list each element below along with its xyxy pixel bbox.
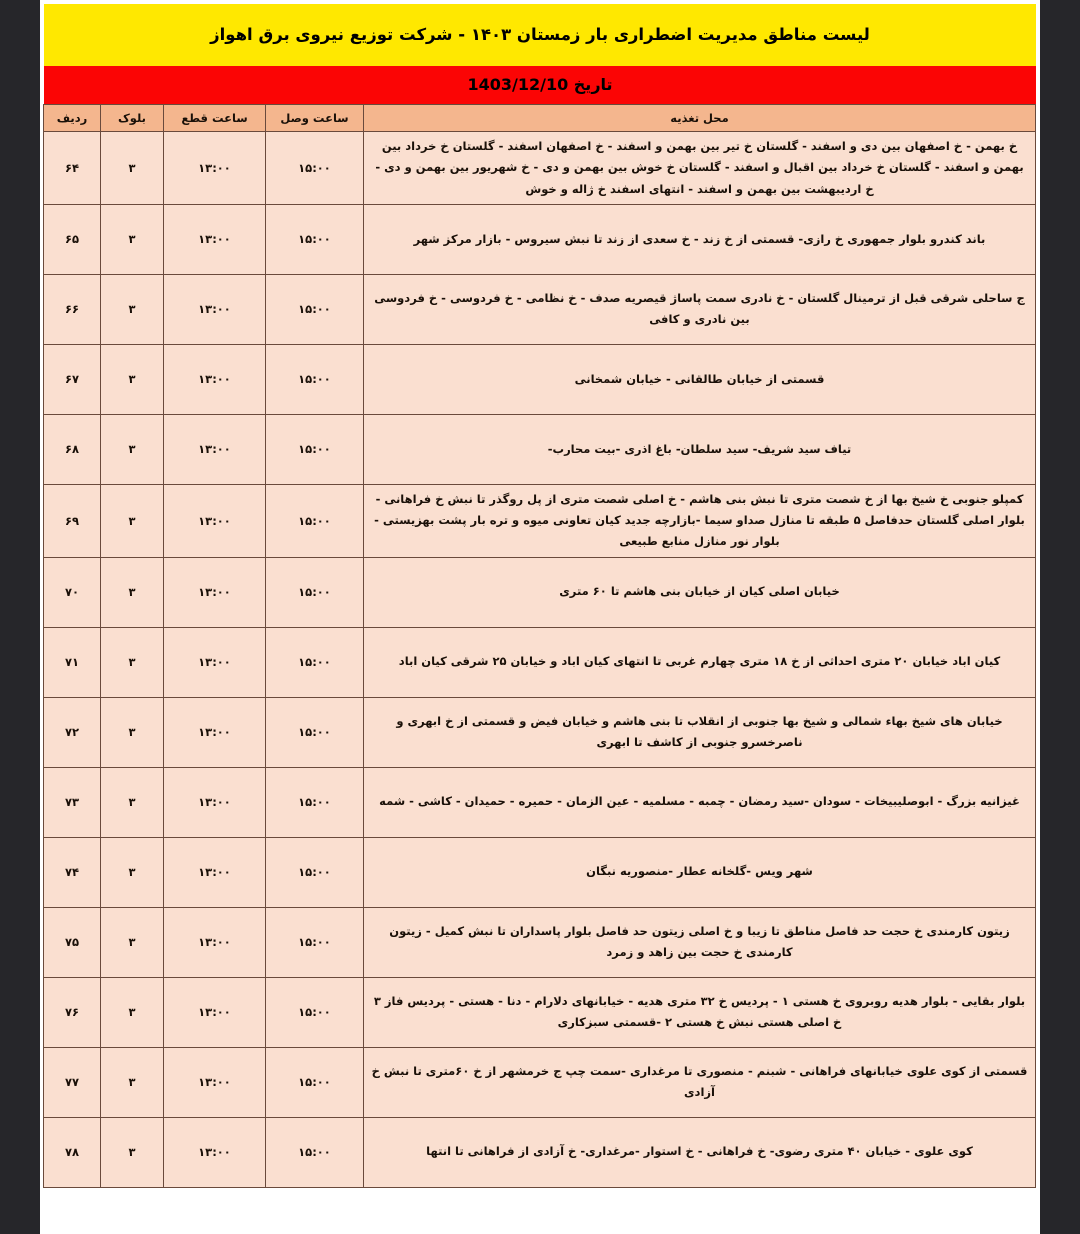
cell-area: ج ساحلی شرقی قبل از ترمینال گلستان - خ نادری سمت پاساژ قیصریه صدف - خ نظامی - خ فردوسی - خ فردوسی بین نادری و کافی <box>364 274 1036 344</box>
cell-block: ۳ <box>101 204 164 274</box>
column-header-restore-time: ساعت وصل <box>266 105 364 132</box>
cell-area: خیابان های شیخ بهاء شمالی و شیخ بها جنوبی از انقلاب تا بنی هاشم و خیابان فیض و قسمتی از خ ابهری و ناصرخسرو جنوبی از کاشف تا ابهری <box>364 697 1036 767</box>
table-header-row <box>44 105 1036 132</box>
cell-index: ۷۷ <box>44 1047 101 1117</box>
cell-index: ۶۹ <box>44 484 101 557</box>
table-row <box>44 414 1036 484</box>
cell-restore-time: ۱۵:۰۰ <box>266 414 364 484</box>
cell-restore-time: ۱۵:۰۰ <box>266 1117 364 1187</box>
cell-restore-time: ۱۵:۰۰ <box>266 907 364 977</box>
cell-outage-time: ۱۳:۰۰ <box>164 767 266 837</box>
table-row <box>44 697 1036 767</box>
column-header-outage-time: ساعت قطع <box>164 105 266 132</box>
cell-outage-time: ۱۳:۰۰ <box>164 977 266 1047</box>
cell-outage-time: ۱۳:۰۰ <box>164 274 266 344</box>
cell-area: کمپلو جنوبی خ شیخ بها از خ شصت متری تا نبش بنی هاشم - خ اصلی شصت متری از پل روگذر تا نبش خ فراهانی - بلوار اصلی گلستان حدفاصل ۵ طبقه تا منازل صداو سیما -بازارچه جدید کیان تعاونی میوه و تره بار پشت بهزیستی - بلوار نور منازل منابع طبیعی <box>364 484 1036 557</box>
table-row <box>44 907 1036 977</box>
cell-index: ۷۱ <box>44 627 101 697</box>
table-header <box>44 105 1036 132</box>
cell-index: ۷۳ <box>44 767 101 837</box>
cell-outage-time: ۱۳:۰۰ <box>164 627 266 697</box>
cell-area: قسمتی از کوی علوی خیابانهای فراهانی - شبنم - منصوری تا مرغداری -سمت چپ ج خرمشهر از خ ۶۰متری تا نبش خ آزادی <box>364 1047 1036 1117</box>
cell-area: غیزانیه بزرگ - ابوصلیبیخات - سودان -سید رمضان - چمبه - مسلمیه - عین الزمان - حمیره - حمیدان - کاشی - شمه <box>364 767 1036 837</box>
cell-outage-time: ۱۳:۰۰ <box>164 697 266 767</box>
table-row <box>44 557 1036 627</box>
table-row <box>44 1047 1036 1117</box>
cell-block: ۳ <box>101 907 164 977</box>
cell-restore-time: ۱۵:۰۰ <box>266 204 364 274</box>
cell-block: ۳ <box>101 977 164 1047</box>
table-row <box>44 767 1036 837</box>
table-row <box>44 627 1036 697</box>
cell-index: ۷۰ <box>44 557 101 627</box>
cell-outage-time: ۱۳:۰۰ <box>164 344 266 414</box>
cell-area: بلوار بقایی - بلوار هدیه روبروی خ هستی ۱ - پردیس خ ۳۲ متری هدیه - خیابانهای دلارام - دنا - هستی - پردیس فاز ۳ خ اصلی هستی نبش خ هستی ۲ -قسمتی سبزکاری <box>364 977 1036 1047</box>
cell-restore-time: ۱۵:۰۰ <box>266 274 364 344</box>
cell-outage-time: ۱۳:۰۰ <box>164 1117 266 1187</box>
cell-area: زیتون کارمندی خ حجت حد فاصل مناطق تا زیبا و خ اصلی زیتون حد فاصل بلوار پاسداران تا نبش کمیل - زیتون کارمندی خ حجت بین زاهد و زمرد <box>364 907 1036 977</box>
cell-block: ۳ <box>101 627 164 697</box>
cell-block: ۳ <box>101 837 164 907</box>
table-row <box>44 274 1036 344</box>
cell-index: ۷۵ <box>44 907 101 977</box>
cell-area: تیاف سید شریف- سید سلطان- باغ اذری -بیت محارب- <box>364 414 1036 484</box>
outage-schedule-table <box>43 104 1036 1188</box>
cell-restore-time: ۱۵:۰۰ <box>266 627 364 697</box>
cell-block: ۳ <box>101 344 164 414</box>
cell-outage-time: ۱۳:۰۰ <box>164 557 266 627</box>
cell-area: خ بهمن - خ اصفهان بین دی و اسفند - گلستان خ تیر بین بهمن و اسفند - خ اصفهان اسفند - گلستان خ خرداد بین بهمن و اسفند - گلستان خ خرداد بین اقبال و اسفند - گلستان خ خوش بین بهمن و دی - خ شهریور بین بهمن و دی - خ اردیبهشت بین بهمن و اسفند - انتهای اسفند خ ژاله و خوش <box>364 132 1036 205</box>
cell-restore-time: ۱۵:۰۰ <box>266 484 364 557</box>
cell-area: باند کندرو بلوار جمهوری خ رازی- قسمتی از خ زند - خ سعدی از زند تا نبش سیروس - بازار مرکز شهر <box>364 204 1036 274</box>
cell-restore-time: ۱۵:۰۰ <box>266 132 364 205</box>
cell-outage-time: ۱۳:۰۰ <box>164 837 266 907</box>
table-row <box>44 344 1036 414</box>
cell-outage-time: ۱۳:۰۰ <box>164 132 266 205</box>
table-row <box>44 1117 1036 1187</box>
cell-outage-time: ۱۳:۰۰ <box>164 204 266 274</box>
outage-schedule-document <box>44 4 1036 1188</box>
cell-block: ۳ <box>101 484 164 557</box>
cell-index: ۶۴ <box>44 132 101 205</box>
cell-area: خیابان اصلی کیان از خیابان بنی هاشم تا ۶۰ متری <box>364 557 1036 627</box>
cell-index: ۷۲ <box>44 697 101 767</box>
table-row <box>44 132 1036 205</box>
document-paper <box>40 0 1040 1234</box>
table-row <box>44 204 1036 274</box>
cell-block: ۳ <box>101 274 164 344</box>
cell-restore-time: ۱۵:۰۰ <box>266 977 364 1047</box>
cell-index: ۷۸ <box>44 1117 101 1187</box>
cell-restore-time: ۱۵:۰۰ <box>266 1047 364 1117</box>
cell-block: ۳ <box>101 1117 164 1187</box>
cell-block: ۳ <box>101 557 164 627</box>
cell-outage-time: ۱۳:۰۰ <box>164 907 266 977</box>
cell-index: ۷۴ <box>44 837 101 907</box>
table-body <box>44 132 1036 1188</box>
cell-index: ۶۵ <box>44 204 101 274</box>
cell-index: ۷۶ <box>44 977 101 1047</box>
document-title-banner: لیست مناطق مدیریت اضطراری بار زمستان ۱۴۰۳ - شرکت توزیع نیروی برق اهواز <box>44 4 1036 66</box>
column-header-block: بلوک <box>101 105 164 132</box>
cell-block: ۳ <box>101 697 164 767</box>
cell-block: ۳ <box>101 414 164 484</box>
document-date-banner: تاریخ 1403/12/10 <box>44 66 1036 104</box>
cell-index: ۶۸ <box>44 414 101 484</box>
cell-outage-time: ۱۳:۰۰ <box>164 484 266 557</box>
cell-block: ۳ <box>101 132 164 205</box>
cell-block: ۳ <box>101 767 164 837</box>
cell-outage-time: ۱۳:۰۰ <box>164 414 266 484</box>
cell-area: کوی علوی - خیابان ۴۰ متری رضوی- خ فراهانی - خ استوار -مرغداری- خ آزادی از فراهانی تا انتها <box>364 1117 1036 1187</box>
cell-restore-time: ۱۵:۰۰ <box>266 837 364 907</box>
cell-restore-time: ۱۵:۰۰ <box>266 557 364 627</box>
cell-outage-time: ۱۳:۰۰ <box>164 1047 266 1117</box>
cell-area: کیان اباد خیابان ۲۰ متری احداثی از خ ۱۸ متری چهارم غربی تا انتهای کیان اباد و خیابان ۲۵ شرقی کیان اباد <box>364 627 1036 697</box>
cell-block: ۳ <box>101 1047 164 1117</box>
cell-area: قسمتی از خیابان طالقانی - خیابان شمخانی <box>364 344 1036 414</box>
cell-restore-time: ۱۵:۰۰ <box>266 344 364 414</box>
table-row <box>44 484 1036 557</box>
cell-restore-time: ۱۵:۰۰ <box>266 767 364 837</box>
cell-index: ۶۶ <box>44 274 101 344</box>
cell-restore-time: ۱۵:۰۰ <box>266 697 364 767</box>
column-header-index: ردیف <box>44 105 101 132</box>
table-row <box>44 977 1036 1047</box>
table-row <box>44 837 1036 907</box>
cell-area: شهر ویس -گلخانه عطار -منصوریه نبگان <box>364 837 1036 907</box>
column-header-area: محل تغذیه <box>364 105 1036 132</box>
cell-index: ۶۷ <box>44 344 101 414</box>
